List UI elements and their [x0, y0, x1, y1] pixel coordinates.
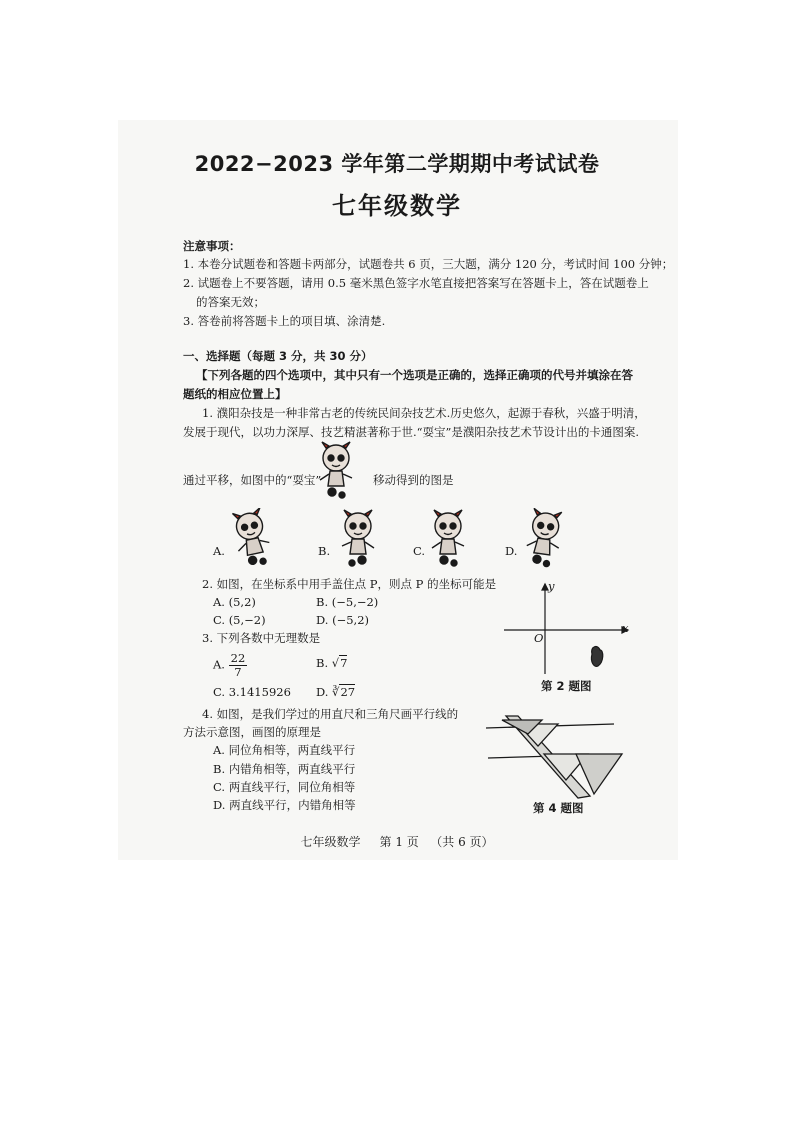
footer-total: （共 6 页）: [430, 835, 494, 849]
mascot-option-d-image: [524, 508, 564, 570]
mascot-option-a-image: [232, 508, 272, 570]
q1-line-1: 1. 濮阳杂技是一种非常古老的传统民间杂技艺术.历史悠久，起源于春秋，兴盛于明清，: [202, 406, 646, 420]
q2-option-a: A. (5,2): [213, 595, 256, 609]
q3-option-a-label: A.: [213, 657, 225, 672]
q4-caption: 第 4 题图: [533, 801, 584, 815]
q2-option-b: B. (−5,−2): [316, 595, 379, 609]
section-heading: 一、选择题（每题 3 分，共 30 分）: [183, 349, 373, 363]
q3-option-a-denominator: 7: [234, 665, 242, 679]
q2-axis-y-label: y: [548, 579, 555, 593]
q2-stem: 2. 如图，在坐标系中用手盖住点 P，则点 P 的坐标可能是: [202, 577, 497, 591]
q4-option-a: A. 同位角相等，两直线平行: [213, 743, 356, 757]
q2-axis-x-label: x: [622, 621, 629, 635]
q3-option-b: [316, 655, 347, 671]
q3-option-a-fraction: [229, 652, 248, 679]
q4-option-b: B. 内错角相等，两直线平行: [213, 762, 356, 776]
q3-option-b-label: B. √: [316, 656, 340, 670]
q1-option-c-label: C.: [413, 544, 426, 558]
q2-option-c: C. (5,−2): [213, 613, 266, 627]
q4-line-2: 方法示意图，画图的原理是: [183, 725, 321, 739]
footer-page: 第 1 页: [379, 835, 419, 849]
q3-option-c: C. 3.1415926: [213, 685, 291, 699]
q2-origin-label: O: [534, 631, 544, 645]
q1-line-3b: 移动得到的图是: [373, 473, 454, 487]
q1-line-2: 发展于现代，以功力深厚、技艺精湛著称于世.“耍宝”是濮阳杂技艺术节设计出的卡通图案.: [183, 425, 640, 439]
q2-option-d: D. (−5,2): [316, 613, 370, 627]
q3-option-d: [316, 684, 355, 700]
q3-option-a-numerator: 22: [230, 651, 246, 665]
notice-item-2: 2. 试题卷上不要答题，请用 0.5 毫米黑色签字水笔直接把答案写在答题卡上，答在试题卷上: [183, 276, 649, 290]
notice-item-2-cont: 的答案无效；: [196, 295, 265, 309]
q4-option-c: C. 两直线平行，同位角相等: [213, 780, 356, 794]
exam-subtitle: 七年级数学: [332, 192, 462, 220]
q2-caption: 第 2 题图: [541, 679, 592, 693]
q4-ruler-triangle-figure: [482, 710, 630, 802]
q3-option-a: [213, 652, 247, 679]
q1-line-3a: 通过平移，如图中的“耍宝”: [183, 473, 322, 487]
q1-option-d-label: D.: [505, 544, 518, 558]
mascot-option-b-image: [338, 508, 378, 570]
q2-coordinate-figure: [500, 578, 635, 678]
q4-line-1: 4. 如图，是我们学过的用直尺和三角尺画平行线的: [202, 707, 459, 721]
q1-option-b-label: B.: [318, 544, 331, 558]
q4-option-d: D. 两直线平行，内错角相等: [213, 798, 356, 812]
mascot-option-c-image: [428, 508, 468, 570]
notice-item-1: 1. 本卷分试题卷和答题卡两部分，试题卷共 6 页，三大题，满分 120 分，考试时间 100 分钟；: [183, 257, 674, 271]
q3-option-b-radicand: 7: [340, 656, 348, 670]
q1-option-a-label: A.: [213, 544, 225, 558]
page-footer: [0, 833, 794, 850]
section-instruction-2: 题纸的相应位置上】: [183, 387, 287, 401]
exam-title: 2022−2023 学年第二学期期中考试试卷: [194, 152, 600, 176]
notice-item-3: 3. 答卷前将答题卡上的项目填、涂清楚.: [183, 314, 386, 328]
q3-option-d-label: D. ∛: [316, 685, 340, 699]
q3-stem: 3. 下列各数中无理数是: [202, 631, 321, 645]
q3-option-d-radicand: 27: [340, 685, 356, 699]
footer-subject: 七年级数学: [300, 835, 361, 849]
mascot-reference-image: [316, 440, 356, 502]
section-instruction-1: 【下列各题的四个选项中，其中只有一个选项是正确的，选择正确项的代号并填涂在答: [196, 368, 633, 382]
notice-heading: 注意事项：: [183, 239, 241, 253]
